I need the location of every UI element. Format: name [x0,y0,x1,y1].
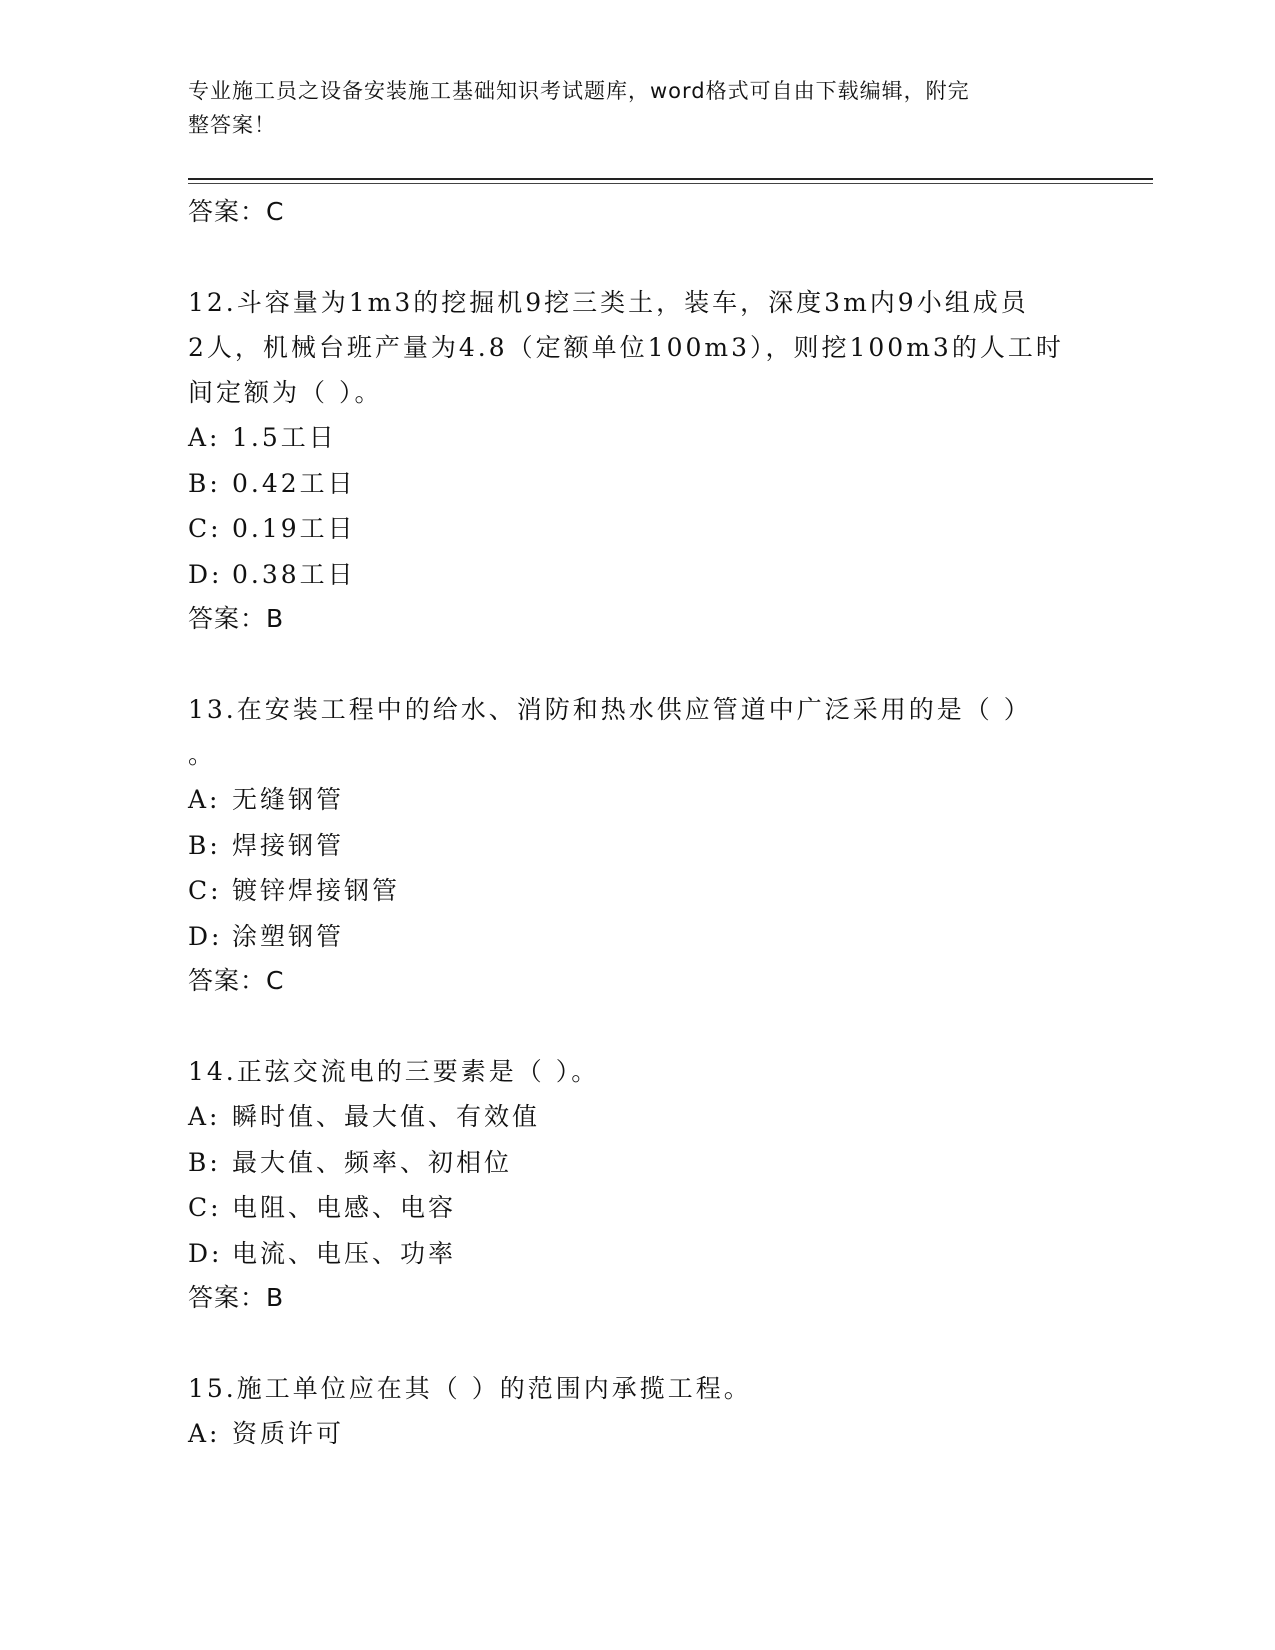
answer-label: 答案： [188,197,267,226]
question-13-option-b [188,823,1068,869]
question-12-line-1: 12.斗容量为1m3的挖掘机9挖三类土，装车，深度3m内9小组成员 [188,288,1029,317]
option-text: 电阻、电感、电容 [232,1193,457,1222]
question-12-line-2: 2人，机械台班产量为4.8（定额单位100m3），则挖100m3的人工时 [188,333,1064,362]
question-12-option-a [188,415,1068,461]
option-text: 最大值、频率、初相位 [232,1147,513,1177]
question-15-line-1: 15.施工单位应在其（ ）的范围内承揽工程。 [188,1374,752,1403]
option-letter: D: [188,1238,223,1268]
question-14 [188,1049,1068,1320]
option-text: 涂塑钢管 [232,921,345,951]
question-list [188,190,1068,1457]
option-letter: A: [188,785,221,814]
question-14-option-c [188,1185,1068,1231]
question-13 [188,687,1068,1003]
option-letter: B: [188,830,221,860]
option-text: 1.5工日 [232,423,337,452]
question-12 [188,280,1068,641]
question-13-option-c [188,868,1068,914]
option-text: 0.42工日 [232,468,356,498]
question-14-option-b [188,1140,1068,1186]
header-divider-thick [188,178,1153,180]
question-12-answer [188,597,1068,641]
option-letter: D: [188,921,223,951]
option-text: 焊接钢管 [232,830,345,860]
header-line-1: 专业施工员之设备安装施工基础知识考试题库，word格式可自由下载编辑，附完 [188,79,970,103]
question-12-line-3: 间定额为（ ）。 [188,378,383,407]
answer-value: C [266,966,285,995]
option-letter: A: [188,1419,221,1448]
option-text: 镀锌焊接钢管 [232,876,401,905]
option-text: 电流、电压、功率 [232,1238,457,1268]
question-14-line-1: 14.正弦交流电的三要素是（ ）。 [188,1057,600,1086]
question-12-option-b [188,461,1068,507]
option-letter: D: [188,559,223,589]
option-letter: A: [188,1102,221,1131]
option-letter: C: [188,514,222,543]
answer-value: B [266,604,285,633]
option-text: 资质许可 [232,1419,345,1448]
header-divider-thin [188,183,1153,184]
question-15 [188,1366,1068,1457]
option-letter: B: [188,1147,221,1177]
question-14-answer [188,1276,1068,1320]
question-15-option-a [188,1411,1068,1457]
question-13-answer [188,959,1068,1003]
option-text: 0.19工日 [232,514,356,543]
document-header [188,74,1068,142]
question-13-line-2: 。 [188,740,217,769]
question-12-option-d [188,552,1068,598]
question-13-option-a [188,777,1068,823]
option-letter: A: [188,423,221,452]
option-letter: B: [188,468,221,498]
answer-value: B [266,1283,285,1312]
option-letter: C: [188,876,222,905]
option-text: 瞬时值、最大值、有效值 [232,1102,541,1131]
option-letter: C: [188,1193,222,1222]
header-line-2: 整答案！ [188,113,276,137]
question-13-line-1: 13.在安装工程中的给水、消防和热水供应管道中广泛采用的是（ ） [188,695,1032,724]
question-12-option-c [188,506,1068,552]
question-13-option-d [188,914,1068,960]
question-14-option-d [188,1231,1068,1277]
answer-line-11 [188,190,1068,234]
answer-label: 答案： [188,1283,267,1312]
answer-value: C [266,197,285,226]
answer-label: 答案： [188,604,267,633]
question-14-option-a [188,1094,1068,1140]
option-text: 无缝钢管 [232,785,345,814]
option-text: 0.38工日 [232,559,356,589]
answer-label: 答案： [188,966,267,995]
